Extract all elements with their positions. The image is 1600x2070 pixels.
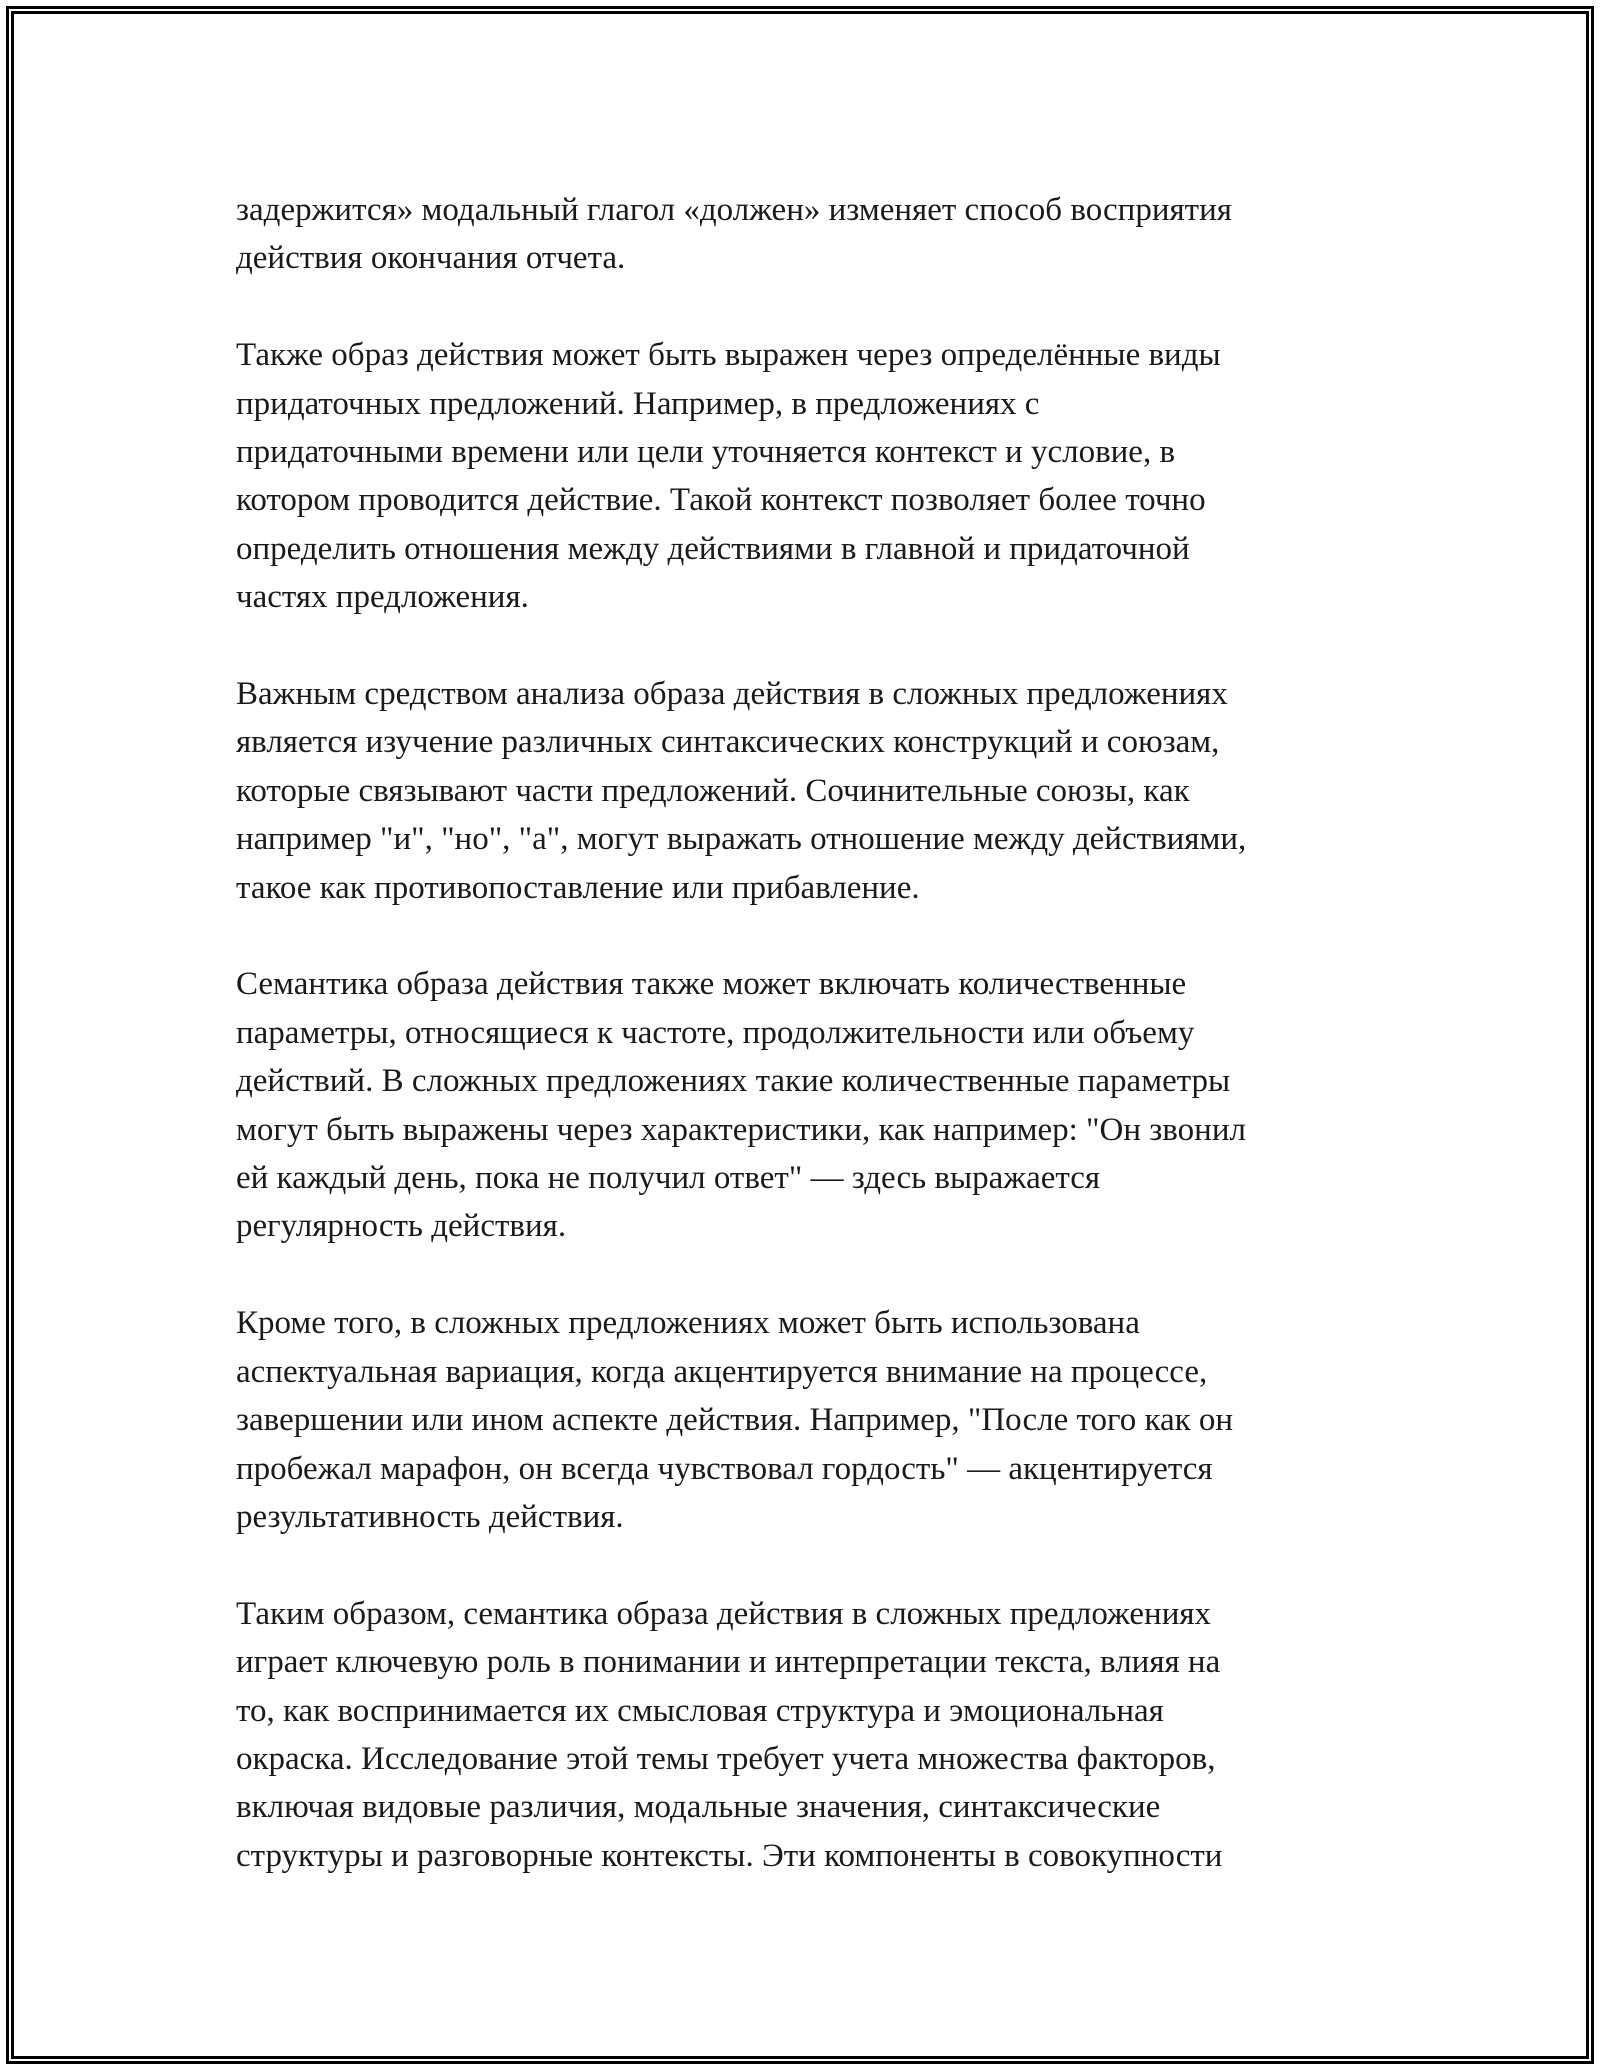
- document-body: [236, 186, 1366, 1929]
- paragraph: задержится» модальный глагол «должен» изменяет способ восприятия действия окончания отчета.: [236, 192, 1232, 277]
- paragraph: Важным средством анализа образа действия в сложных предложениях является изучение различных синтаксических конструкций и союзам, которые связывают части предложений. Сочинительные союзы, как например "и", "но", "а", могут выражать отношение между действиями, такое как противопоставление или прибавление.: [236, 676, 1247, 906]
- paragraph: Также образ действия может быть выражен через определённые виды придаточных предложений. Например, в предложениях с придаточными времени или цели уточняется контекст и условие, в котором проводится действие. Такой контекст позволяет более точно определить отношения между действиями в главной и придаточной частях предложения.: [236, 337, 1221, 616]
- paragraph: Кроме того, в сложных предложениях может быть использована аспектуальная вариация, когда акцентируется внимание на процессе, завершении или ином аспекте действия. Например, "После того как он пробежал марафон, он всегда чувствовал гордость" — акцентируется результативность действия.: [236, 1305, 1234, 1535]
- paragraph: Семантика образа действия также может включать количественные параметры, относящиеся к частоте, продолжительности или объему действий. В сложных предложениях такие количественные параметры могут быть выражены через характеристики, как например: "Он звонил ей каждый день, пока не получил ответ" — здесь выражается регулярность действия.: [236, 966, 1246, 1245]
- paragraph: Таким образом, семантика образа действия в сложных предложениях играет ключевую роль в понимании и интерпретации текста, влияя на то, как воспринимается их смысловая структура и эмоциональная окраска. Исследование этой темы требует учета множества факторов, включая видовые различия, модальные значения, синтаксические структуры и разговорные контексты. Эти компоненты в совокупности: [236, 1595, 1223, 1874]
